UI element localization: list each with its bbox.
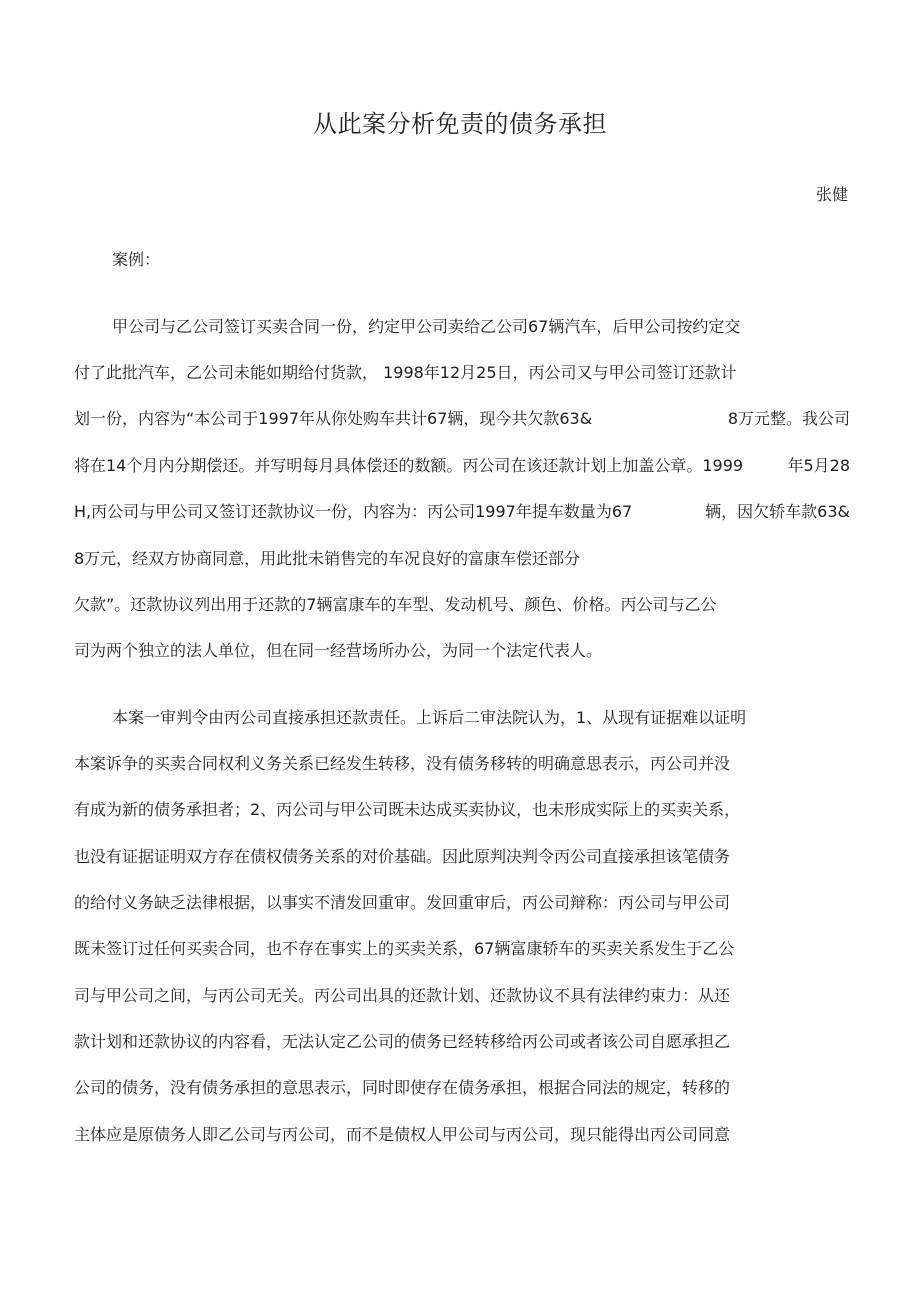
line-segment: 年5月28	[787, 456, 850, 475]
paragraph-line: 有成为新的债务承担者；2、丙公司与甲公司既未达成买卖协议，也未形成实际上的买卖关系，	[74, 800, 741, 819]
author-name: 张健	[815, 185, 848, 204]
line-segment: H,丙公司与甲公司又签订还款协议一份，内容为：丙公司1997年提车数量为67	[74, 502, 633, 521]
line-segment: 8万元整。我公司	[727, 409, 850, 428]
section-label: 案例：	[112, 250, 161, 269]
paragraph-line: 既未签订过任何买卖合同，也不存在事实上的买卖关系，67辆富康轿车的买卖关系发生于乙公	[74, 939, 735, 958]
document-title: 从此案分析免责的债务承担	[313, 110, 607, 138]
paragraph-line: 主体应是原债务人即乙公司与丙公司，而不是债权人甲公司与丙公司，现只能得出丙公司同意	[74, 1125, 731, 1144]
paragraph-line: 公司的债务，没有债务承担的意思表示，同时即使存在债务承担，根据合同法的规定，转移的	[74, 1078, 731, 1097]
paragraph-line: 款计划和还款协议的内容看，无法认定乙公司的债务已经转移给丙公司或者该公司自愿承担乙	[74, 1032, 731, 1051]
paragraph-line	[74, 502, 850, 522]
line-segment: 划一份，内容为“本公司于1997年从你处购车共计67辆，现今共欠款63&	[74, 409, 593, 428]
paragraph-line: 本案诉争的买卖合同权利义务关系已经发生转移，没有债务移转的明确意思表示，丙公司并没	[74, 754, 731, 773]
paragraph-line: 司与甲公司之间，与丙公司无关。丙公司出具的还款计划、还款协议不具有法律约束力：从还	[74, 986, 731, 1005]
paragraph-line: 付了此批汽车，乙公司未能如期给付货款， 1998年12月25日，丙公司又与甲公司签订还款计	[74, 363, 737, 382]
paragraph-line	[74, 409, 850, 429]
paragraph-line: 的给付义务缺乏法律根据，以事实不清发回重审。发回重审后，丙公司辩称：丙公司与甲公司	[74, 893, 731, 912]
paragraph-line: 也没有证据证明双方存在债权债务关系的对价基础。因此原判决判令丙公司直接承担该笔债务	[74, 847, 731, 866]
paragraph-line: 司为两个独立的法人单位，但在同一经营场所办公，为同一个法定代表人。	[74, 641, 603, 660]
line-segment: 将在14个月内分期偿还。并写明每月具体偿还的数额。丙公司在该还款计划上加盖公章。1999	[74, 456, 744, 475]
paragraph-line	[74, 456, 850, 476]
line-segment: 辆，因欠轿车款63&	[705, 502, 850, 521]
paragraph-line: 欠款”。还款协议列出用于还款的7辆富康车的车型、发动机号、颜色、价格。丙公司与乙公	[74, 595, 717, 614]
paragraph-line: 8万元，经双方协商同意，用此批未销售完的车况良好的富康车偿还部分	[74, 549, 581, 568]
paragraph-line: 本案一审判令由丙公司直接承担还款责任。上诉后二审法院认为，1、从现有证据难以证明	[112, 708, 747, 727]
paragraph-line: 甲公司与乙公司签订买卖合同一份，约定甲公司卖给乙公司67辆汽车，后甲公司按约定交	[112, 317, 741, 336]
